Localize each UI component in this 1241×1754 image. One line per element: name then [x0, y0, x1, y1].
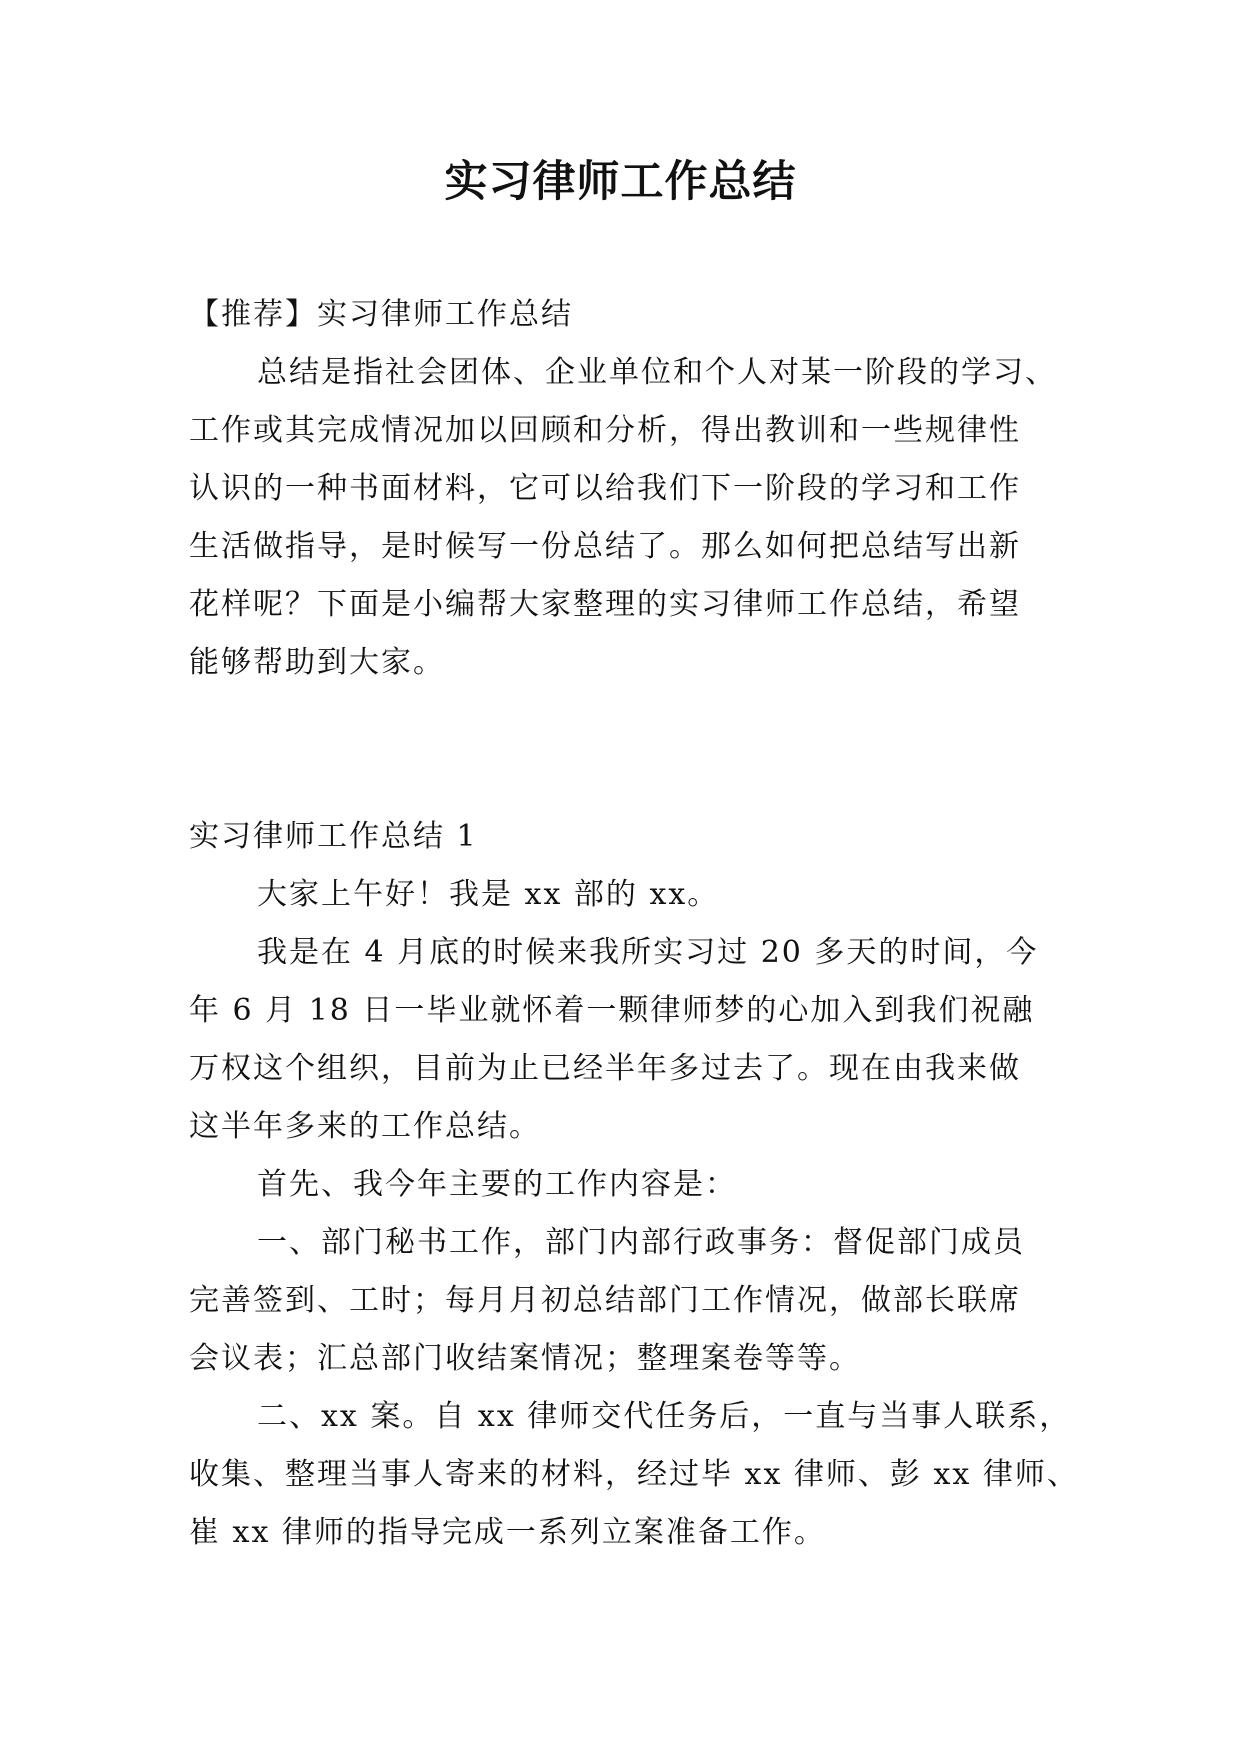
greeting-line: 大家上午好！我是 xx 部的 xx。: [257, 877, 720, 912]
document-title: 实习律师工作总结: [444, 157, 797, 207]
paragraph-line: 我是在 4 月底的时候来我所实习过 20 多天的时间，今: [257, 935, 1039, 970]
intro-paragraph-line: 总结是指社会团体、企业单位和个人对某一阶段的学习、: [257, 355, 1057, 390]
paragraph-line: 完善签到、工时；每月月初总结部门工作情况，做部长联席: [189, 1283, 1021, 1318]
paragraph-line: 收集、整理当事人寄来的材料，经过毕 xx 律师、彭 xx 律师、: [189, 1457, 1079, 1492]
section-spacer: [189, 692, 1055, 808]
paragraph-line: 万权这个组织，目前为止已经半年多过去了。现在由我来做: [189, 1051, 1021, 1086]
intro-paragraph-line: 认识的一种书面材料，它可以给我们下一阶段的学习和工作: [189, 471, 1021, 506]
intro-paragraph-line: 能够帮助到大家。: [189, 645, 445, 680]
paragraph-line: 崔 xx 律师的指导完成一系列立案准备工作。: [189, 1515, 826, 1550]
paragraph-line: 会议表；汇总部门收结案情况；整理案卷等等。: [189, 1341, 861, 1376]
intro-paragraph-line: 花样呢？下面是小编帮大家整理的实习律师工作总结，希望: [189, 587, 1021, 622]
section-heading: 实习律师工作总结 1: [189, 819, 478, 854]
paragraph-line: 一、部门秘书工作，部门内部行政事务：督促部门成员: [257, 1225, 1025, 1260]
document-body: [189, 286, 1079, 1562]
paragraph-line: 这半年多来的工作总结。: [189, 1109, 541, 1144]
intro-heading: 【推荐】实习律师工作总结: [189, 297, 573, 332]
paragraph-line: 二、xx 案。自 xx 律师交代任务后，一直与当事人联系，: [257, 1399, 1072, 1434]
paragraph-line: 首先、我今年主要的工作内容是：: [257, 1167, 737, 1202]
intro-paragraph-line: 生活做指导，是时候写一份总结了。那么如何把总结写出新: [189, 529, 1021, 564]
intro-paragraph-line: 工作或其完成情况加以回顾和分析，得出教训和一些规律性: [189, 413, 1021, 448]
paragraph-line: 年 6 月 18 日一毕业就怀着一颗律师梦的心加入到我们祝融: [189, 993, 1035, 1028]
